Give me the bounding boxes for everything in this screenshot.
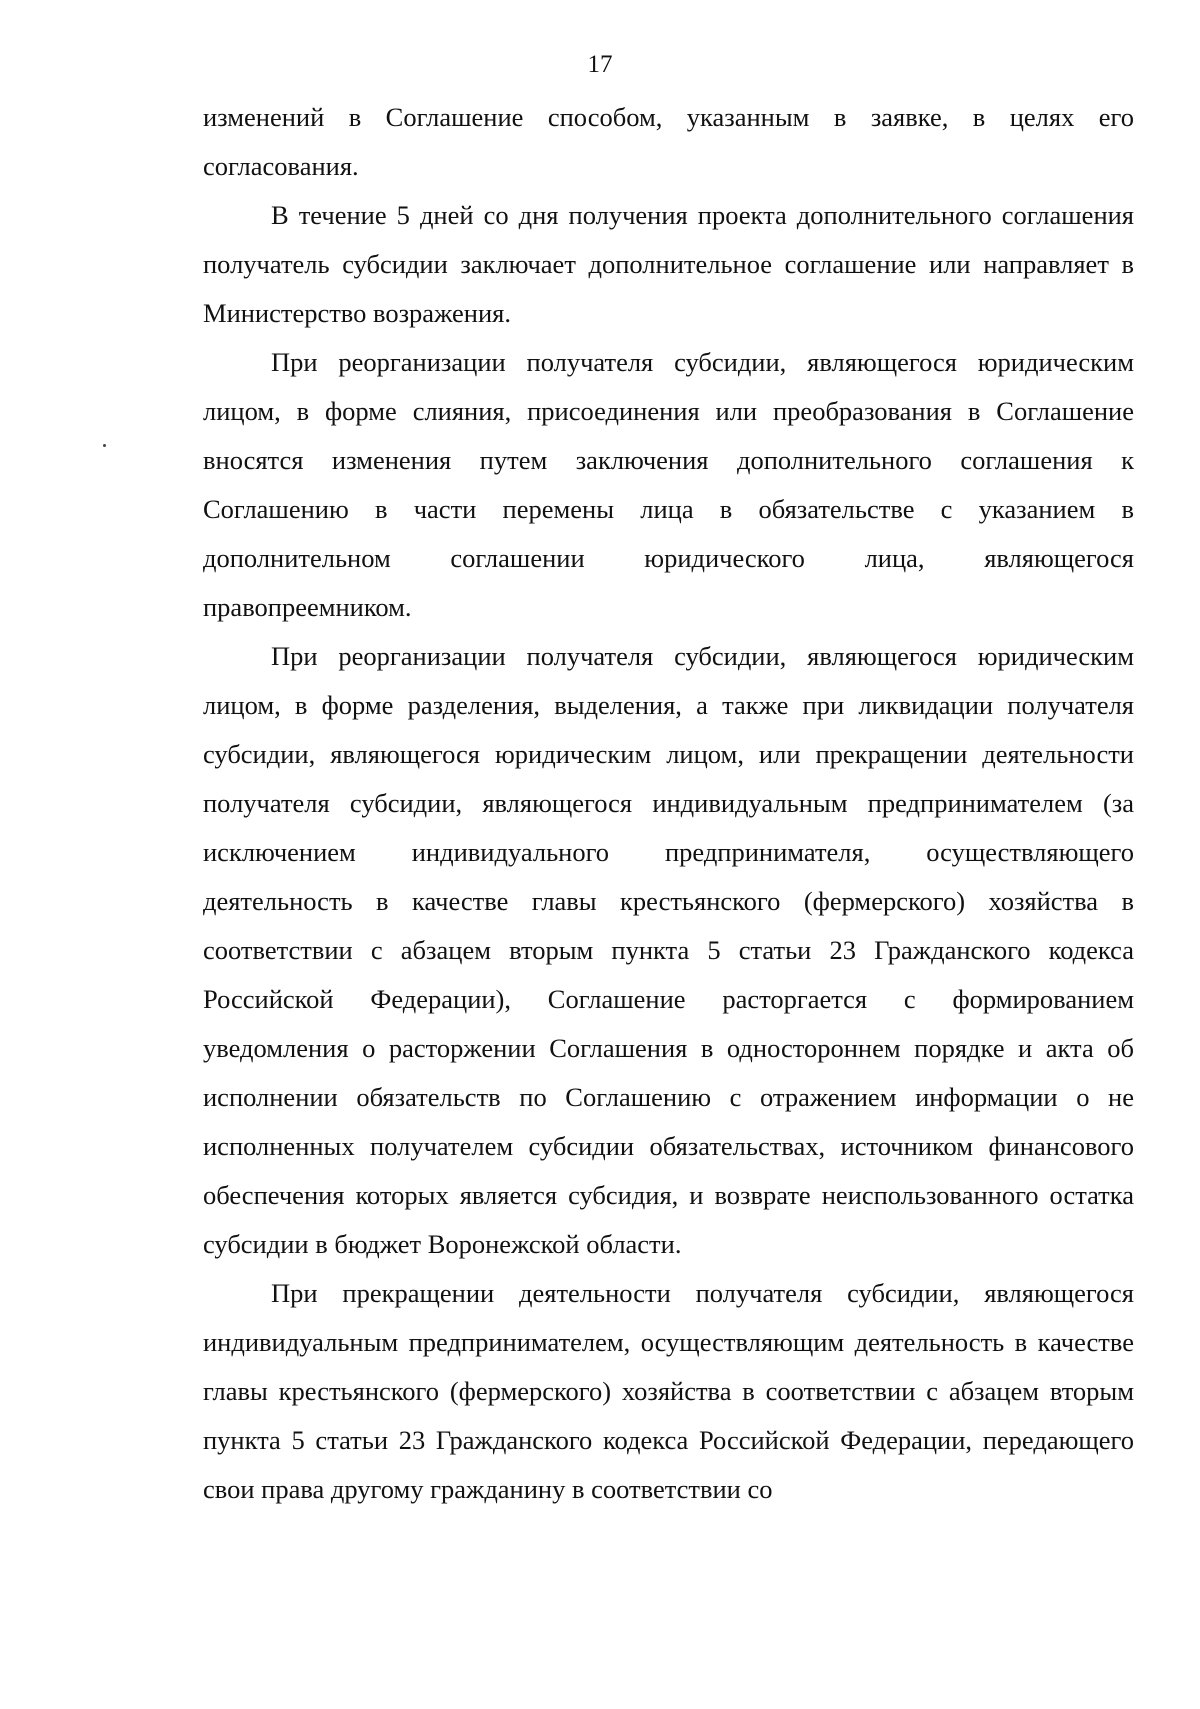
paragraph: При реорганизации получателя субсидии, являющегося юридическим лицом, в форме разделения, выделения, а также при ликвидации получателя субсидии, являющегося юридическим лицом, или прекращении деятельности получателя субсидии, являющегося индивидуальным предпринимателем (за исключением индивидуального предпринимателя, осуществляющего деятельность в качестве главы крестьянского (фермерского) хозяйства в соответствии с абзацем вторым пункта 5 статьи 23 Гражданского кодекса Российской Федерации), Соглашение расторгается с формированием уведомления о расторжении Соглашения в одностороннем порядке и акта об исполнении обязательств по Соглашению с отражением информации о не исполненных получателем субсидии обязательствах, источником финансового обеспечения которых является субсидия, и возврате неиспользованного остатка субсидии в бюджет Воронежской области. bbox=[203, 641, 1134, 1259]
paragraph: При реорганизации получателя субсидии, являющегося юридическим лицом, в форме слияния, присоединения или преобразования в Соглашение вносятся изменения путем заключения дополнительного соглашения к Соглашению в части перемены лица в обязательстве с указанием в дополнительном соглашении юридического лица, являющегося правопреемником. bbox=[203, 347, 1134, 622]
paragraph: При прекращении деятельности получателя субсидии, являющегося индивидуальным предпринимателем, осуществляющим деятельность в качестве главы крестьянского (фермерского) хозяйства в соответствии с абзацем вторым пункта 5 статьи 23 Гражданского кодекса Российской Федерации, передающего свои права другому гражданину в соответствии со bbox=[203, 1278, 1134, 1504]
paragraph: В течение 5 дней со дня получения проекта дополнительного соглашения получатель субсидии заключает дополнительное соглашение или направляет в Министерство возражения. bbox=[203, 200, 1134, 328]
paragraph-continuation: изменений в Соглашение способом, указанным в заявке, в целях его согласования. bbox=[203, 102, 1134, 181]
page-number: 17 bbox=[587, 51, 613, 78]
scan-speck bbox=[103, 444, 106, 447]
document-body bbox=[203, 93, 1134, 1514]
